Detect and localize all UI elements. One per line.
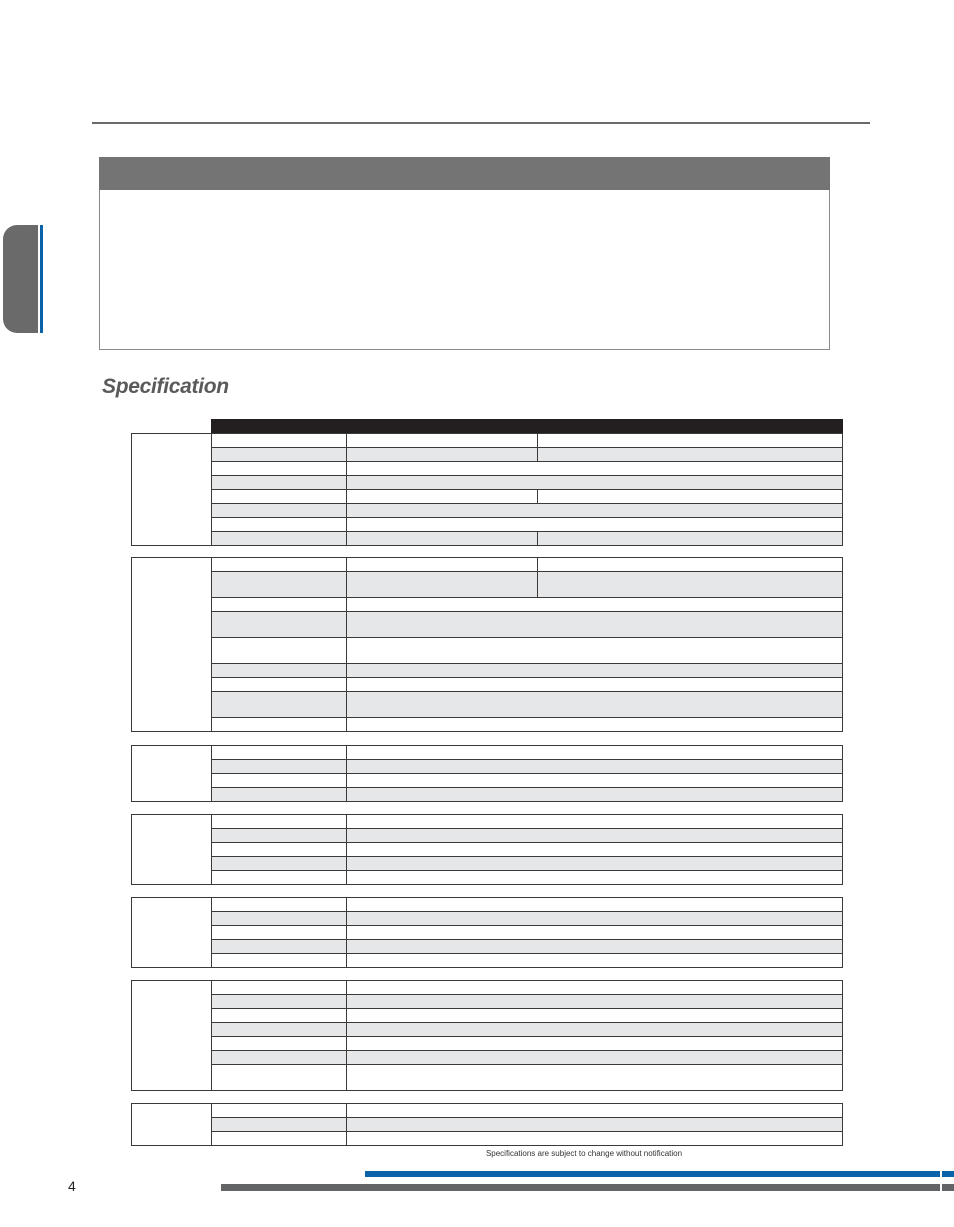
spec-row-key-cell: [212, 857, 347, 870]
spec-row: [211, 718, 843, 732]
spec-row: [211, 504, 843, 518]
spec-row: [211, 572, 843, 598]
spec-row-key-cell: [212, 1065, 347, 1090]
spec-row-key-cell: [212, 871, 347, 884]
spec-row: [211, 745, 843, 760]
spec-group-label: [131, 557, 212, 732]
spec-row: [211, 980, 843, 995]
spec-row-key-cell: [212, 490, 347, 503]
spec-group-label: [131, 745, 212, 802]
spec-row-key-cell: [212, 518, 347, 531]
spec-row: [211, 897, 843, 912]
spec-row: [211, 1065, 843, 1091]
spec-row: [211, 598, 843, 612]
spec-row-key-cell: [212, 954, 347, 967]
spec-group-label: [131, 897, 212, 968]
spec-row-key-cell: [212, 612, 347, 637]
spec-row-key-cell: [212, 448, 347, 461]
spec-group-label: [131, 814, 212, 885]
spec-row-key-cell: [212, 572, 347, 597]
spec-table-header: [211, 419, 843, 433]
spec-row-key-cell: [212, 1118, 347, 1131]
info-box: [99, 157, 830, 350]
footer-bar-blue-end: [942, 1171, 954, 1177]
spec-row: [211, 462, 843, 476]
spec-row-key-cell: [212, 1037, 347, 1050]
spec-row-key-cell: [212, 692, 347, 717]
spec-row: [211, 814, 843, 829]
footer-bar-gray: [221, 1184, 940, 1191]
side-tab: [3, 225, 38, 333]
top-divider: [92, 122, 870, 124]
spec-row: [211, 664, 843, 678]
spec-row: [211, 940, 843, 954]
spec-group-label: [131, 1103, 212, 1146]
spec-row-key-cell: [212, 1051, 347, 1064]
spec-row-split: [537, 532, 538, 545]
page-number: 4: [68, 1178, 76, 1194]
spec-row: [211, 448, 843, 462]
spec-row: [211, 1051, 843, 1065]
spec-row-key-cell: [212, 788, 347, 801]
spec-row: [211, 774, 843, 788]
spec-row-key-cell: [212, 598, 347, 611]
spec-row: [211, 760, 843, 774]
footer-bar-blue: [365, 1171, 940, 1177]
spec-row-key-cell: [212, 678, 347, 691]
spec-row-key-cell: [212, 462, 347, 475]
footnote: Specifications are subject to change without notification: [485, 1149, 683, 1158]
spec-row-key-cell: [212, 815, 347, 828]
spec-row: [211, 843, 843, 857]
side-tab-stripe: [40, 225, 43, 333]
spec-row-split: [537, 434, 538, 447]
spec-row: [211, 912, 843, 926]
spec-row: [211, 692, 843, 718]
spec-row-key-cell: [212, 746, 347, 759]
section-title: Specification: [102, 375, 229, 398]
spec-row: [211, 954, 843, 968]
spec-row-key-cell: [212, 504, 347, 517]
spec-row-key-cell: [212, 558, 347, 571]
info-box-header: [99, 157, 830, 190]
spec-row-split: [537, 558, 538, 571]
spec-row: [211, 678, 843, 692]
spec-row: [211, 871, 843, 885]
spec-row-key-cell: [212, 912, 347, 925]
spec-group-label: [131, 980, 212, 1091]
spec-row-key-cell: [212, 760, 347, 773]
spec-row-key-cell: [212, 664, 347, 677]
spec-row: [211, 612, 843, 638]
spec-row-key-cell: [212, 1104, 347, 1117]
spec-row: [211, 926, 843, 940]
spec-row: [211, 518, 843, 532]
spec-row-key-cell: [212, 898, 347, 911]
spec-row: [211, 1023, 843, 1037]
spec-row-key-cell: [212, 829, 347, 842]
spec-row-key-cell: [212, 926, 347, 939]
spec-row: [211, 433, 843, 448]
spec-row-split: [537, 448, 538, 461]
spec-row: [211, 1009, 843, 1023]
spec-row-key-cell: [212, 434, 347, 447]
spec-row: [211, 490, 843, 504]
spec-row-key-cell: [212, 1132, 347, 1145]
spec-group-label: [131, 433, 212, 546]
spec-row-key-cell: [212, 995, 347, 1008]
spec-row-key-cell: [212, 1023, 347, 1036]
spec-row: [211, 1132, 843, 1146]
spec-row-split: [537, 572, 538, 597]
spec-row-key-cell: [212, 940, 347, 953]
spec-row-key-cell: [212, 843, 347, 856]
spec-row: [211, 829, 843, 843]
spec-row-key-cell: [212, 476, 347, 489]
spec-row: [211, 1118, 843, 1132]
spec-row: [211, 476, 843, 490]
spec-row: [211, 557, 843, 572]
spec-row: [211, 1103, 843, 1118]
spec-row: [211, 532, 843, 546]
spec-row-key-cell: [212, 774, 347, 787]
spec-row-key-cell: [212, 638, 347, 663]
spec-row-key-cell: [212, 532, 347, 545]
spec-row-split: [537, 490, 538, 503]
spec-row-key-cell: [212, 981, 347, 994]
spec-row: [211, 638, 843, 664]
spec-row: [211, 1037, 843, 1051]
footer-bar-gray-end: [942, 1184, 954, 1191]
spec-row-key-cell: [212, 1009, 347, 1022]
spec-row: [211, 788, 843, 802]
spec-row: [211, 857, 843, 871]
spec-row: [211, 995, 843, 1009]
spec-row-key-cell: [212, 718, 347, 731]
